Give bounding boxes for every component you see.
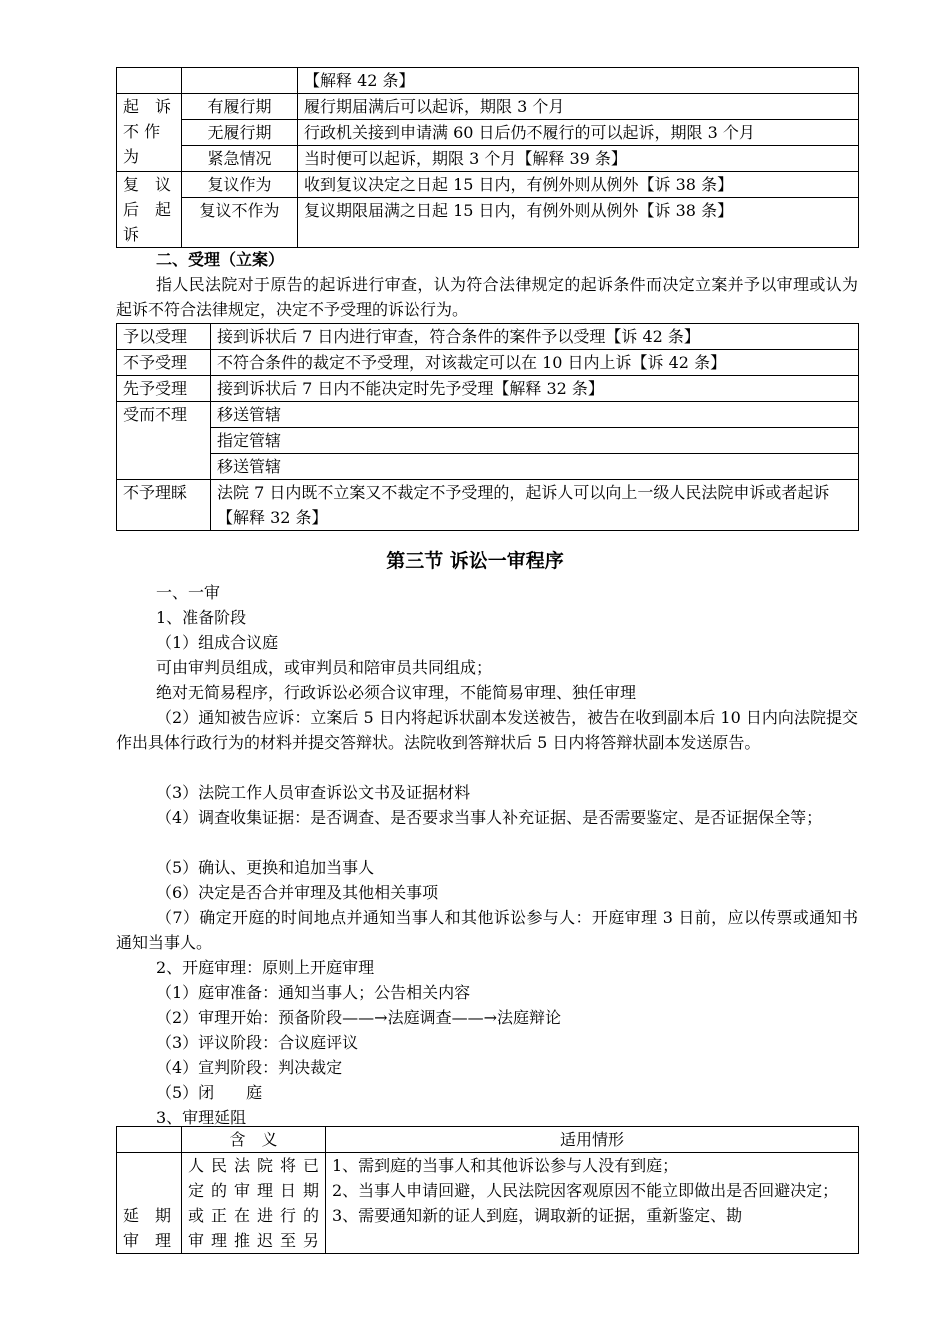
label-cell: 不予受理 <box>117 350 211 376</box>
cases-cell <box>326 1153 859 1254</box>
group-label-cell <box>117 172 182 248</box>
table-row <box>117 428 859 454</box>
text-line: （1）庭审准备：通知当事人；公告相关内容 <box>156 983 471 1002</box>
paragraph: （7）确定开庭的时间地点并通知当事人和其他诉讼参与人：开庭审理 3 日前，应以传票或通知书通知当事人。 <box>116 908 858 952</box>
table-row <box>117 68 859 94</box>
type-cell: 无履行期 <box>182 120 298 146</box>
header-cell: 适用情形 <box>326 1127 859 1153</box>
text-line: （4）宣判阶段：判决裁定 <box>156 1058 343 1077</box>
table-row <box>117 454 859 480</box>
table-row <box>117 402 859 428</box>
desc-cell: 复议期限届满之日起 15 日内，有例外则从例外【诉 38 条】 <box>298 198 859 248</box>
text-line: （6）决定是否合并审理及其他相关事项 <box>156 883 439 902</box>
section-title: 二、受理（立案） <box>156 250 285 269</box>
row-label-line: 延 期 <box>123 1206 172 1225</box>
group-label-line: 起 诉 <box>123 97 172 116</box>
type-cell: 复议作为 <box>182 172 298 198</box>
table-cell: 【解释 42 条】 <box>298 68 859 94</box>
text-line: 1、准备阶段 <box>156 608 247 627</box>
meaning-line: 人民法院将已 <box>188 1156 319 1175</box>
group-label-line: 不 作 <box>123 122 161 141</box>
delay-table <box>116 1126 859 1254</box>
group-label-line: 为 <box>123 147 140 166</box>
desc-cell: 指定管辖 <box>211 428 859 454</box>
row-label-line: 审 理 <box>123 1231 172 1250</box>
label-cell: 予以受理 <box>117 324 211 350</box>
label-cell: 受而不理 <box>117 402 211 480</box>
table-row <box>117 350 859 376</box>
meaning-line: 定的审理日期 <box>188 1181 319 1200</box>
header-cell: 含 义 <box>182 1127 326 1153</box>
desc-cell: 当时便可以起诉，期限 3 个月【解释 39 条】 <box>298 146 859 172</box>
desc-cell: 行政机关接到申请满 60 日后仍不履行的可以起诉，期限 3 个月 <box>298 120 859 146</box>
table-row <box>117 198 859 248</box>
label-cell: 不予理睬 <box>117 480 211 531</box>
paragraph: （2）通知被告应诉：立案后 5 日内将起诉状副本发送被告，被告在收到副本后 10 日内向法院提交作出具体行政行为的材料并提交答辩状。法院收到答辩状后 5 日内将答辩状副本发送原告。 <box>116 708 858 752</box>
text-line: （1）组成合议庭 <box>156 633 279 652</box>
paragraph: （4）调查收集证据：是否调查、是否要求当事人补充证据、是否需要鉴定、是否证据保全等； <box>156 808 823 827</box>
text-line: 2、开庭审理：原则上开庭审理 <box>156 958 375 977</box>
meaning-cell <box>182 1153 326 1254</box>
table-row <box>117 94 859 120</box>
group-label-cell <box>117 94 182 172</box>
group-label-line: 复 议 <box>123 175 172 194</box>
filing-deadline-table <box>116 67 859 248</box>
text-line: 一、一审 <box>156 583 221 602</box>
meaning-line: 或正在进行的 <box>188 1206 319 1225</box>
text-line: 绝对无简易程序，行政诉讼必须合议审理，不能简易审理、独任审理 <box>156 683 637 702</box>
definition-paragraph: 指人民法院对于原告的起诉进行审查，认为符合法律规定的起诉条件而决定立案并予以审理或认为起诉不符合法律规定，决定不予受理的诉讼行为。 <box>116 275 858 319</box>
case-item: 3、需要通知新的证人到庭，调取新的证据，重新鉴定、勘 <box>332 1206 743 1225</box>
desc-cell: 接到诉状后 7 日内进行审查，符合条件的案件予以受理【诉 42 条】 <box>211 324 859 350</box>
text-line: 可由审判员组成，或审判员和陪审员共同组成； <box>156 658 493 677</box>
text-line: （2）审理开始：预备阶段——→法庭调查——→法庭辩论 <box>156 1008 561 1027</box>
text-line: （5）确认、更换和追加当事人 <box>156 858 375 877</box>
desc-cell: 移送管辖 <box>211 402 859 428</box>
row-label-cell <box>117 1153 182 1254</box>
text-line: 3、审理延阻 <box>156 1108 247 1127</box>
desc-cell: 履行期届满后可以起诉，期限 3 个月 <box>298 94 859 120</box>
text-line: （3）评议阶段：合议庭评议 <box>156 1033 359 1052</box>
desc-cell: 移送管辖 <box>211 454 859 480</box>
text-line: （3）法院工作人员审查诉讼文书及证据材料 <box>156 783 471 802</box>
case-item: 2、当事人申请回避，人民法院因客观原因不能立即做出是否回避决定； <box>332 1181 839 1200</box>
acceptance-table <box>116 323 859 531</box>
type-cell: 有履行期 <box>182 94 298 120</box>
desc-cell: 不符合条件的裁定不予受理，对该裁定可以在 10 日内上诉【诉 42 条】 <box>211 350 859 376</box>
type-cell: 复议不作为 <box>182 198 298 248</box>
meaning-line: 审理推迟至另 <box>188 1231 319 1250</box>
desc-cell: 收到复议决定之日起 15 日内，有例外则从例外【诉 38 条】 <box>298 172 859 198</box>
table-row <box>117 146 859 172</box>
table-row <box>117 324 859 350</box>
table-row <box>117 172 859 198</box>
text-line: （5）闭 庭 <box>156 1083 263 1102</box>
group-label-line: 诉 <box>123 225 140 244</box>
table-row <box>117 376 859 402</box>
table-row <box>117 480 859 531</box>
desc-cell: 接到诉状后 7 日内不能决定时先予受理【解释 32 条】 <box>211 376 859 402</box>
table-row <box>117 120 859 146</box>
table-row <box>117 1127 859 1153</box>
desc-cell: 法院 7 日内既不立案又不裁定不予受理的，起诉人可以向上一级人民法院申诉或者起诉【解释 32 条】 <box>211 480 859 531</box>
table-row <box>117 1153 859 1254</box>
type-cell: 紧急情况 <box>182 146 298 172</box>
case-item: 1、需到庭的当事人和其他诉讼参与人没有到庭； <box>332 1156 679 1175</box>
section-heading: 第三节 诉讼一审程序 <box>386 550 564 572</box>
group-label-line: 后 起 <box>123 200 172 219</box>
label-cell: 先予受理 <box>117 376 211 402</box>
